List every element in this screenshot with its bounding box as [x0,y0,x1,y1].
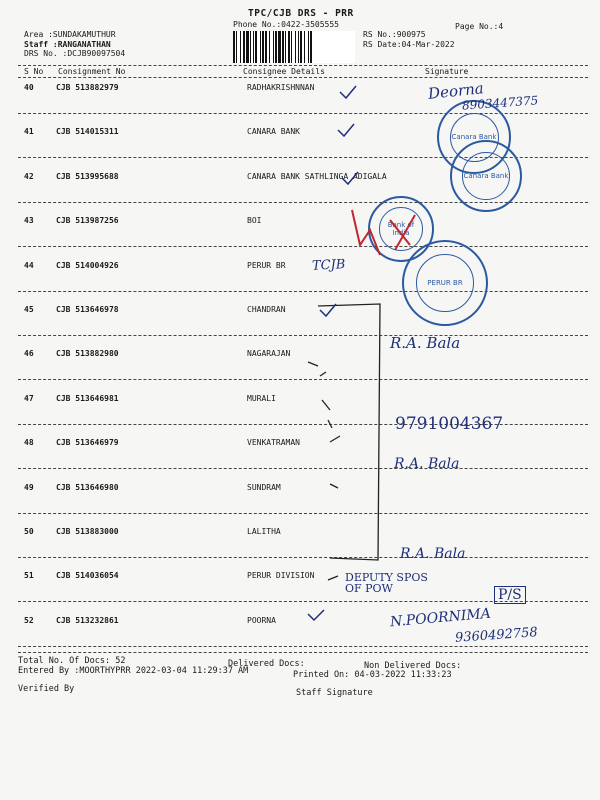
row-sno: 43 [24,216,34,225]
phone-number: Phone No.:0422-3505555 [233,20,339,29]
row-consignee: PERUR BR [247,261,286,270]
row-consignee: SUNDRAM [247,483,281,492]
row-sno: 40 [24,83,34,92]
phone-row-52: 9360492758 [454,625,539,646]
entered-by: Entered By :MOORTHYPRR 2022-03-04 11:29:37 AM [18,666,249,676]
signature-row-52: N.POORNIMA [389,605,492,631]
row-consignee: POORNA [247,616,276,625]
ps-mark-row-51: P/S [494,586,526,604]
row-consignee: BOI [247,216,262,225]
row-consignment-no: CJB 513882980 [56,349,119,358]
phone-row-40: 8903447375 [461,93,539,113]
non-delivered-docs: Non Delivered Docs: [364,661,462,671]
staff-label: Staff :RANGANATHAN [24,40,111,49]
row-consignment-no: CJB 514036054 [56,571,119,580]
stamp-text: Canara Bank [463,172,509,180]
canara-bank-stamp-icon [450,140,522,212]
tick-marks-icon [300,80,360,640]
row-sno: 51 [24,571,34,580]
signature-row-51: DEPUTY SPOS OF POW [345,571,428,595]
row-consignment-no: CJB 513883000 [56,527,119,536]
phone-row-47: 9791004367 [395,414,504,434]
total-docs: Total No. Of Docs: 52 [18,656,126,666]
verified-by: Verified By [18,684,75,694]
signature-row-40: Deorna [427,79,485,103]
stamp-text: Bank of India [387,220,415,237]
document-title: TPC/CJB DRS - PRR [248,8,354,19]
row-sno: 48 [24,438,34,447]
row-sno: 49 [24,483,34,492]
row-sno: 52 [24,616,34,625]
row-consignment-no: CJB 513882979 [56,83,119,92]
signature-row-48: R.A. Bala [394,456,460,472]
row-consignment-no: CJB 513646981 [56,394,119,403]
col-consignee: Consignee Details [243,67,325,76]
col-sno: S No [24,67,44,76]
drs-number: DRS No. :DCJB90097504 [24,49,126,58]
printed-on: Printed On: 04-03-2022 11:33:23 [293,670,452,680]
stamp-inner [462,152,510,200]
signature-row-44: TCJB [311,257,346,274]
row-divider [18,646,588,647]
row-consignment-no: CJB 513232861 [56,616,119,625]
rs-date: RS Date:04-Mar-2022 [363,40,455,49]
row-consignment-no: CJB 513995688 [56,172,119,181]
row-sno: 47 [24,394,34,403]
row-consignee: RADHAKRISHNNAN [247,83,315,92]
row-consignee: CHANDRAN [247,305,286,314]
row-consignment-no: CJB 514015311 [56,127,119,136]
row-consignee: PERUR DIVISION [247,571,315,580]
row-sno: 44 [24,261,34,270]
row-consignee: NAGARAJAN [247,349,291,358]
row-consignment-no: CJB 513646980 [56,483,119,492]
signature-row-45: R.A. Bala [390,334,461,352]
row-consignee: VENKATRAMAN [247,438,300,447]
col-signature: Signature [425,67,469,76]
row-consignment-no: CJB 513646978 [56,305,119,314]
row-sno: 50 [24,527,34,536]
area-label: Area :SUNDAKAMUTHUR [24,30,116,39]
row-sno: 42 [24,172,34,181]
divider [18,77,588,78]
delivered-docs: Delivered Docs: [228,659,305,669]
divider [18,65,588,66]
row-sno: 45 [24,305,34,314]
barcode-bar [312,31,313,63]
row-consignee: LALITHA [247,527,281,536]
barcode-icon [233,31,355,63]
staff-signature: Staff Signature [296,688,373,698]
col-consignment: Consignment No [58,67,126,76]
divider [18,652,588,653]
signature-row-50: R.A. Bala [400,546,466,562]
page-number: Page No.:4 [455,22,504,31]
row-consignee: CANARA BANK SATHLINGA ADIGALA [247,172,387,181]
rs-number: RS No.:900975 [363,30,426,39]
row-consignment-no: CJB 513646979 [56,438,119,447]
stamp-text: Canara Bank [451,133,497,141]
row-consignment-no: CJB 513987256 [56,216,119,225]
row-consignee: CANARA BANK [247,127,300,136]
row-consignment-no: CJB 514004926 [56,261,119,270]
row-consignee: MURALI [247,394,276,403]
row-sno: 41 [24,127,34,136]
stamp-text: PERUR BR [427,278,463,287]
row-sno: 46 [24,349,34,358]
